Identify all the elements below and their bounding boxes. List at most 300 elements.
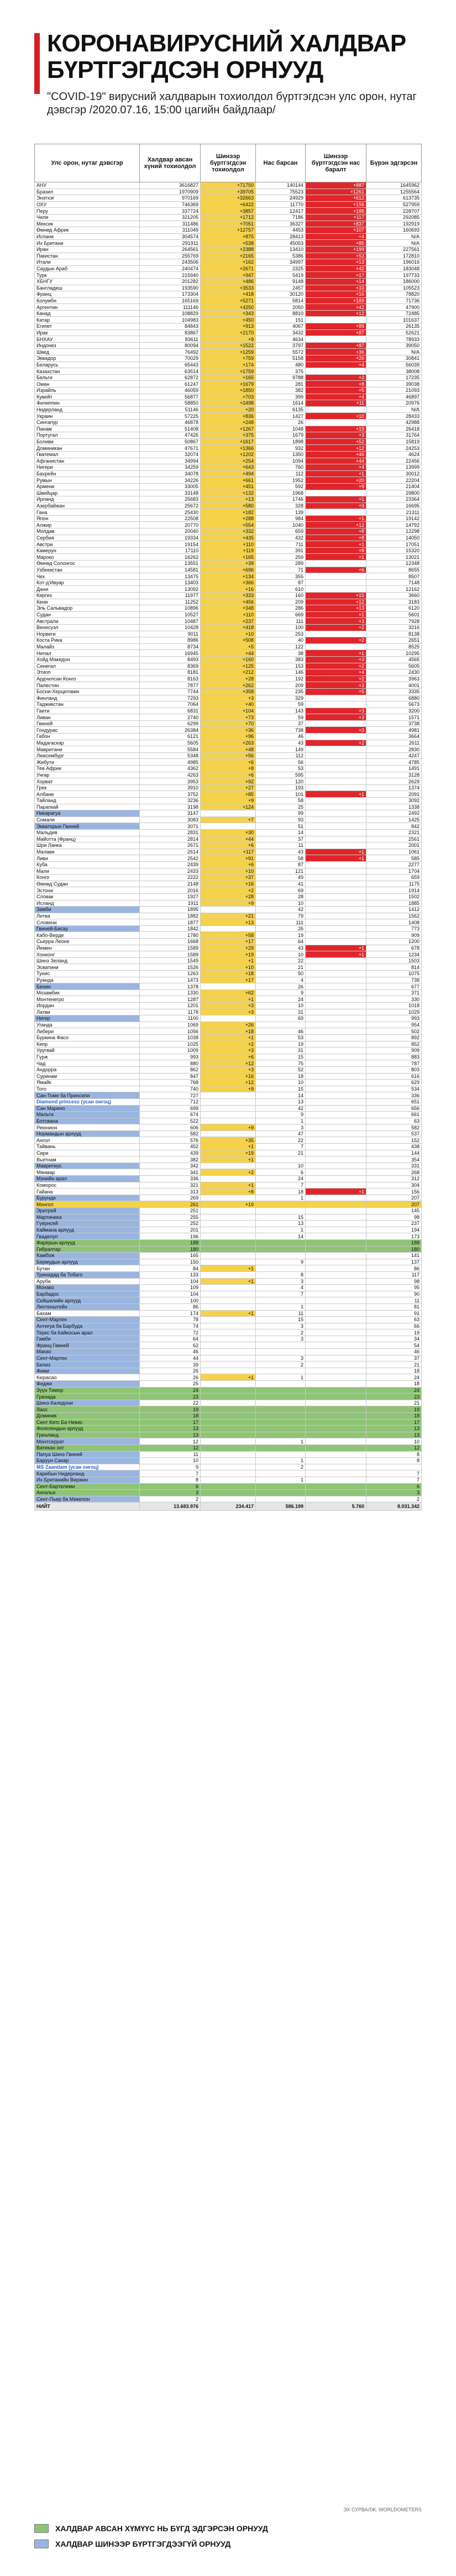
country-cell: Лихтенштейн (35, 1303, 140, 1310)
recovered-cell: 183048 (366, 265, 422, 272)
country-cell: Португал (35, 432, 140, 439)
country-cell: Алжир (35, 522, 140, 528)
table-row (35, 766, 422, 772)
cases-cell: 26 (140, 1368, 201, 1374)
country-cell: Барбадос (35, 1291, 140, 1297)
cases-cell: 1668 (140, 939, 201, 945)
new-cases-cell: +165 (201, 374, 256, 381)
table-row (35, 1278, 422, 1285)
cases-cell: 341 (140, 1169, 201, 1176)
table-row (35, 394, 422, 400)
cases-cell: 10896 (140, 605, 201, 612)
country-cell: Конго (35, 875, 140, 881)
new-deaths-cell (306, 772, 366, 778)
cases-cell: 83611 (140, 336, 201, 343)
cases-cell: 50867 (140, 438, 201, 445)
country-cell: Малайз (35, 643, 140, 650)
new-deaths-cell (306, 1438, 366, 1445)
cases-cell: 8163 (140, 676, 201, 682)
country-cell: Перу (35, 208, 140, 214)
new-deaths-cell (306, 368, 366, 375)
table-row (35, 1303, 422, 1310)
recovered-cell: 56039 (366, 362, 422, 368)
new-deaths-cell (306, 1195, 366, 1201)
country-cell: Коста Рика (35, 637, 140, 644)
new-deaths-cell (306, 778, 366, 785)
cases-cell: 62872 (140, 374, 201, 381)
recovered-cell: 3092 (366, 798, 422, 804)
recovered-cell: 30012 (366, 470, 422, 477)
deaths-cell: 1040 (256, 522, 306, 528)
deaths-cell: 139 (256, 509, 306, 516)
recovered-cell: 738 (366, 977, 422, 983)
new-deaths-cell (306, 1259, 366, 1265)
table-row (35, 458, 422, 464)
new-deaths-cell: +2 (306, 374, 366, 381)
recovered-cell: 237 (366, 1221, 422, 1227)
table-row (35, 1098, 422, 1105)
cases-cell: 19 (140, 1406, 201, 1413)
new-deaths-cell (306, 561, 366, 567)
table-row (35, 823, 422, 830)
new-cases-cell (201, 1130, 256, 1137)
country-cell: Гвиней (35, 720, 140, 727)
table-row (35, 329, 422, 336)
new-deaths-cell (306, 1291, 366, 1297)
recovered-cell: 1408 (366, 919, 422, 926)
recovered-cell: N/A (366, 240, 422, 247)
new-deaths-cell (306, 964, 366, 971)
new-cases-cell: +10 (201, 964, 256, 971)
deaths-cell: 50 (256, 971, 306, 977)
new-deaths-cell (306, 989, 366, 996)
table-row (35, 355, 422, 362)
recovered-cell: 22204 (366, 477, 422, 484)
table-row (35, 246, 422, 253)
country-cell: Бутан (35, 1265, 140, 1272)
new-cases-cell: +333 (201, 593, 256, 599)
new-cases-cell: +110 (201, 611, 256, 618)
recovered-cell: 292085 (366, 214, 422, 221)
country-cell: Гондурас (35, 727, 140, 734)
recovered-cell: 160693 (366, 227, 422, 234)
new-cases-cell: +21 (201, 913, 256, 919)
new-cases-cell (201, 1271, 256, 1278)
table-row (35, 804, 422, 810)
new-deaths-cell: +156 (306, 201, 366, 208)
table-row (35, 1265, 422, 1272)
new-deaths-cell: +3 (306, 714, 366, 721)
cases-cell: 165169 (140, 297, 201, 304)
table-row (35, 688, 422, 695)
new-cases-cell: +19 (201, 1201, 256, 1208)
deaths-cell: 10 (256, 900, 306, 907)
new-deaths-cell: +1 (306, 945, 366, 951)
new-cases-cell: +2170 (201, 329, 256, 336)
deaths-cell: 31 (256, 1048, 306, 1054)
new-deaths-cell: +5 (306, 688, 366, 695)
cases-cell: 20770 (140, 522, 201, 528)
table-row (35, 1271, 422, 1278)
table-row (35, 1169, 422, 1176)
country-cell: Судан (35, 611, 140, 618)
table-row (35, 983, 422, 990)
table-row (35, 989, 422, 996)
new-cases-cell: +85 (201, 791, 256, 798)
covid-table-container (34, 144, 421, 1511)
country-cell: Таджикстан (35, 701, 140, 708)
new-deaths-cell (306, 701, 366, 708)
new-deaths-cell (306, 861, 366, 868)
deaths-cell: 24 (256, 996, 306, 1003)
cases-cell: 34259 (140, 464, 201, 471)
cases-cell: 3752 (140, 791, 201, 798)
new-cases-cell: +39 (201, 561, 256, 567)
recovered-cell: 13021 (366, 554, 422, 561)
deaths-cell: 100 (256, 624, 306, 631)
country-cell: Мартиника (35, 1214, 140, 1221)
cases-cell: 215940 (140, 272, 201, 279)
table-row (35, 996, 422, 1003)
new-cases-cell: +6 (201, 1054, 256, 1060)
new-cases-cell: +29 (201, 945, 256, 951)
country-cell: Сент Китс Ба Невис (35, 1419, 140, 1426)
table-row (35, 201, 422, 208)
recovered-cell: 95 (366, 1285, 422, 1291)
recovered-cell: 47900 (366, 304, 422, 311)
table-row (35, 868, 422, 875)
new-cases-cell: +375 (201, 432, 256, 439)
new-cases-cell: +248 (201, 419, 256, 426)
new-cases-cell: +1 (201, 1144, 256, 1150)
cases-cell: 13551 (140, 561, 201, 567)
new-cases-cell (201, 1208, 256, 1214)
cases-cell: 252 (140, 1221, 201, 1227)
new-cases-cell: +9 (201, 900, 256, 907)
new-cases-cell: +7051 (201, 221, 256, 227)
recovered-cell: 23 (366, 1394, 422, 1400)
table-row (35, 1182, 422, 1188)
recovered-cell: 1571 (366, 714, 422, 721)
deaths-cell: 46 (256, 734, 306, 740)
recovered-cell: 3660 (366, 593, 422, 599)
deaths-cell (256, 1297, 306, 1304)
new-deaths-cell (306, 1003, 366, 1009)
deaths-cell: 140144 (256, 182, 306, 189)
cases-cell: 1970909 (140, 189, 201, 195)
table-row (35, 1201, 422, 1208)
recovered-cell: 678 (366, 945, 422, 951)
country-cell: Индонез (35, 342, 140, 349)
recovered-cell: 3664 (366, 734, 422, 740)
new-cases-cell: +9 (201, 1086, 256, 1092)
recovered-cell: 22456 (366, 458, 422, 464)
deaths-cell: 281 (256, 381, 306, 388)
deaths-cell: 5572 (256, 349, 306, 355)
table-row (35, 586, 422, 593)
new-deaths-cell (306, 734, 366, 740)
cases-cell: 12 (140, 1444, 201, 1451)
new-cases-cell: +8 (201, 1188, 256, 1195)
cases-cell: 72 (140, 1329, 201, 1336)
recovered-cell: 502 (366, 1028, 422, 1035)
cases-cell: 165 (140, 1253, 201, 1259)
recovered-cell: 145 (366, 1208, 422, 1214)
cases-cell: 452 (140, 1144, 201, 1150)
table-row (35, 643, 422, 650)
cases-cell: 76492 (140, 349, 201, 355)
deaths-cell: 121 (256, 868, 306, 875)
recovered-cell: 24 (366, 1387, 422, 1394)
new-deaths-cell (306, 881, 366, 887)
table-row (35, 426, 422, 432)
country-cell: Суринам (35, 1073, 140, 1080)
table-row (35, 714, 422, 721)
country-cell: Андорра (35, 1066, 140, 1073)
new-cases-cell: +44 (201, 836, 256, 842)
table-row (35, 810, 422, 817)
recovered-cell: 98 (366, 1278, 422, 1285)
table-row (35, 496, 422, 503)
cases-cell: 19334 (140, 535, 201, 541)
cases-cell: 382 (140, 1156, 201, 1163)
deaths-cell: 19 (256, 932, 306, 939)
table-row (35, 1496, 422, 1502)
new-deaths-cell (306, 317, 366, 323)
new-deaths-cell: +2 (306, 624, 366, 631)
deaths-cell: 58 (256, 855, 306, 862)
table-row (35, 1349, 422, 1355)
table-row (35, 1009, 422, 1015)
new-deaths-cell (306, 1278, 366, 1285)
recovered-cell: 30841 (366, 355, 422, 362)
cases-cell: 188 (140, 1239, 201, 1246)
new-cases-cell (201, 1239, 256, 1246)
recovered-cell: 37 (366, 1355, 422, 1362)
new-cases-cell: +1679 (201, 381, 256, 388)
new-cases-cell: +40 (201, 701, 256, 708)
new-deaths-cell (306, 900, 366, 907)
table-row (35, 1054, 422, 1060)
cases-cell: 2016 (140, 887, 201, 894)
deaths-cell: 4453 (256, 227, 306, 234)
cases-cell: 86 (140, 1303, 201, 1310)
recovered-cell: 26135 (366, 323, 422, 330)
new-deaths-cell (306, 573, 366, 580)
country-cell: Литва (35, 913, 140, 919)
table-row (35, 939, 422, 945)
table-row (35, 1060, 422, 1067)
cases-cell: 1842 (140, 925, 201, 932)
new-cases-cell: +486 (201, 278, 256, 285)
recovered-cell: 196016 (366, 259, 422, 266)
new-deaths-cell (306, 1400, 366, 1406)
table-row (35, 1112, 422, 1118)
new-deaths-cell: +3 (306, 618, 366, 625)
new-deaths-cell (306, 836, 366, 842)
table-row (35, 816, 422, 823)
deaths-cell: 42 (256, 1105, 306, 1112)
recovered-cell: 78820 (366, 291, 422, 298)
recovered-cell: 354 (366, 1156, 422, 1163)
new-cases-cell: +27 (201, 784, 256, 791)
new-cases-cell: +19 (201, 1150, 256, 1156)
country-cell: Египет (35, 323, 140, 330)
cases-cell: 337724 (140, 208, 201, 214)
new-deaths-cell (306, 1169, 366, 1176)
recovered-cell: 14792 (366, 522, 422, 528)
new-cases-cell: +125 (201, 663, 256, 669)
country-cell: Коморос (35, 1182, 140, 1188)
table-row (35, 669, 422, 676)
table-row (35, 618, 422, 625)
new-cases-cell: +1 (201, 957, 256, 964)
new-deaths-cell (306, 1073, 366, 1080)
country-cell: Бурунди (35, 1195, 140, 1201)
cases-cell: 150 (140, 1259, 201, 1265)
table-row (35, 945, 422, 951)
col-header-new-cases: Шинээр бүртгэгдсэн тохиолдол (201, 144, 256, 182)
table-row (35, 406, 422, 413)
new-deaths-cell (306, 1426, 366, 1432)
new-deaths-cell: +4 (306, 669, 366, 676)
table-row (35, 1080, 422, 1086)
country-cell: Франц Гвиней (35, 1342, 140, 1349)
deaths-cell: 1952 (256, 477, 306, 484)
country-cell: Сан-Томе ба Принсипи (35, 1092, 140, 1099)
recovered-cell: 6120 (366, 605, 422, 612)
country-cell: Антигуа ба Барбуда (35, 1323, 140, 1329)
deaths-cell: 1 (256, 1438, 306, 1445)
new-cases-cell: +6422 (201, 201, 256, 208)
cases-cell: 1882 (140, 913, 201, 919)
table-row (35, 1124, 422, 1131)
new-cases-cell: +16 (201, 586, 256, 593)
cases-cell: 7064 (140, 701, 201, 708)
country-cell: Жибути (35, 759, 140, 766)
deaths-cell: 1 (256, 1303, 306, 1310)
new-deaths-cell: +2 (306, 663, 366, 669)
new-cases-cell: +160 (201, 656, 256, 663)
new-deaths-cell (306, 1483, 366, 1490)
new-cases-cell: +263 (201, 740, 256, 746)
deaths-cell: 31 (256, 1009, 306, 1015)
table-row (35, 746, 422, 753)
deaths-cell: 3 (256, 1278, 306, 1285)
table-row (35, 1034, 422, 1041)
table-row (35, 1477, 422, 1483)
table-row (35, 1156, 422, 1163)
new-deaths-cell (306, 1112, 366, 1118)
cases-cell: 8181 (140, 669, 201, 676)
new-deaths-cell: +87 (306, 329, 366, 336)
table-row (35, 541, 422, 548)
new-cases-cell: +366 (201, 579, 256, 586)
deaths-cell: 49 (256, 875, 306, 881)
table-row (35, 1073, 422, 1080)
new-deaths-cell (306, 913, 366, 919)
table-row (35, 233, 422, 240)
deaths-cell (256, 1426, 306, 1432)
cases-cell: 727 (140, 1092, 201, 1099)
deaths-cell: 5158 (256, 355, 306, 362)
deaths-cell: 26 (256, 419, 306, 426)
new-deaths-cell: +9 (306, 502, 366, 509)
page-title (47, 30, 434, 83)
new-deaths-cell (306, 1310, 366, 1317)
deaths-cell (256, 1394, 306, 1400)
table-row (35, 554, 422, 561)
cases-cell: 1069 (140, 1022, 201, 1028)
deaths-cell: 11 (256, 842, 306, 849)
recovered-cell: 1234 (366, 951, 422, 958)
cases-cell: 47426 (140, 432, 201, 439)
table-row (35, 1176, 422, 1182)
new-deaths-cell (306, 643, 366, 650)
country-cell: Тайвань (35, 1144, 140, 1150)
cases-cell: 2814 (140, 836, 201, 842)
cases-cell: 33148 (140, 490, 201, 496)
cases-cell: 70029 (140, 355, 201, 362)
country-cell: Ботсвана (35, 1118, 140, 1124)
new-cases-cell (201, 1214, 256, 1221)
new-deaths-cell (306, 1419, 366, 1426)
new-cases-cell: +12757 (201, 227, 256, 234)
deaths-cell: 7 (256, 1291, 306, 1297)
new-cases-cell (201, 1015, 256, 1022)
table-row (35, 1208, 422, 1214)
cases-cell: 32074 (140, 451, 201, 458)
recovered-cell: 651 (366, 1098, 422, 1105)
deaths-cell: 75 (256, 1060, 306, 1067)
table-row (35, 772, 422, 778)
country-cell: Латви (35, 1009, 140, 1015)
recovered-cell: 23364 (366, 496, 422, 503)
recovered-cell: 5673 (366, 701, 422, 708)
table-row (35, 701, 422, 708)
country-cell: Малави (35, 849, 140, 855)
table-row (35, 1285, 422, 1291)
recovered-cell: 312 (366, 1176, 422, 1182)
table-row (35, 1342, 422, 1349)
country-cell: Киргиз (35, 593, 140, 599)
new-deaths-cell (306, 746, 366, 753)
new-deaths-cell (306, 1054, 366, 1060)
recovered-cell: 1029 (366, 1009, 422, 1015)
new-deaths-cell (306, 1028, 366, 1035)
deaths-cell: 42 (256, 907, 306, 913)
new-cases-cell (201, 1490, 256, 1496)
cases-cell: 321205 (140, 214, 201, 221)
new-cases-cell: +28 (201, 676, 256, 682)
new-deaths-cell: +4 (306, 233, 366, 240)
table-row (35, 740, 422, 746)
deaths-cell: 595 (256, 772, 306, 778)
new-cases-cell: +1366 (201, 445, 256, 452)
country-cell: Мадагаскар (35, 740, 140, 746)
cases-cell: 3083 (140, 816, 201, 823)
deaths-cell: 69 (256, 1015, 306, 1022)
source-credit: ЭХ СУРВАЛЖ: WORLDOMETERS (343, 2507, 422, 2512)
recovered-cell: 29800 (366, 490, 422, 496)
recovered-cell: 892 (366, 1034, 422, 1041)
country-cell: Непал (35, 650, 140, 657)
new-deaths-cell (306, 759, 366, 766)
new-cases-cell: +13 (201, 919, 256, 926)
country-cell: Руанда (35, 977, 140, 983)
table-row (35, 1297, 422, 1304)
new-deaths-cell: +53 (306, 253, 366, 259)
